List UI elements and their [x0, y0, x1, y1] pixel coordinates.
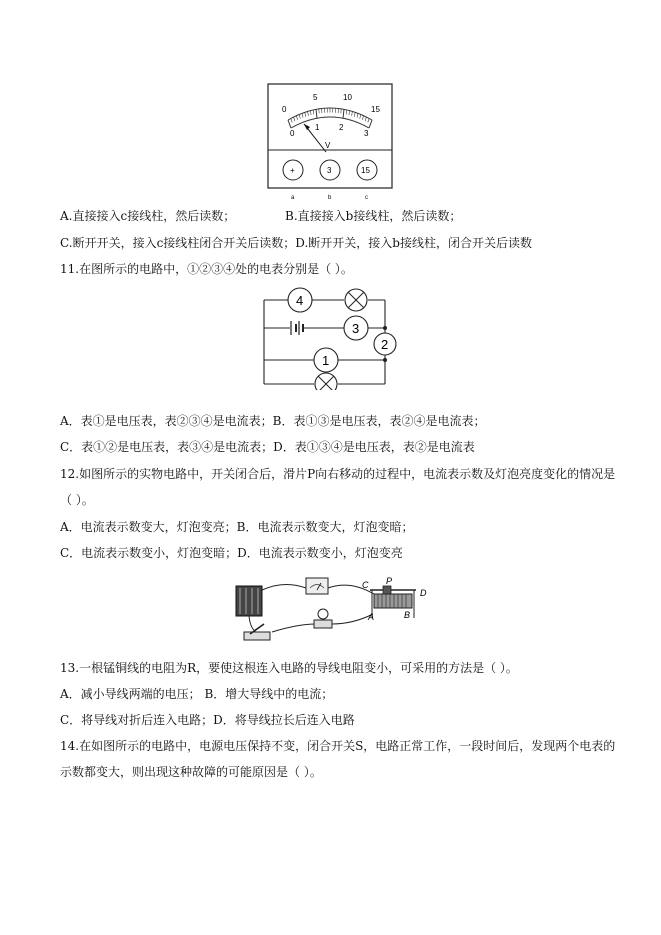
q12-option-ab: A．电流表示数变大，灯泡变亮；B．电流表示数变大，灯泡变暗； [60, 520, 414, 534]
junction-dot [383, 326, 387, 330]
q11-option-cd: C．表①②是电压表，表③④是电流表；D．表①③④是电压表，表②是电流表 [60, 440, 475, 454]
scale-tick [296, 116, 297, 120]
lamp-base [314, 620, 332, 628]
scale-tick [346, 110, 347, 114]
q10-option-a: A.直接接入c接线柱，然后读数； [60, 209, 236, 223]
scale-tick [365, 117, 366, 121]
terminal-15-label: 15 [361, 166, 370, 175]
terminal-letter-b: b [328, 195, 332, 201]
scale-top-5: 5 [313, 93, 318, 102]
label-c: C [362, 580, 369, 590]
lamp-bulb [318, 609, 328, 619]
voltmeter-figure [260, 78, 400, 206]
needle-tip [304, 124, 310, 130]
scale-tick [288, 120, 291, 128]
scale-tick [343, 109, 344, 118]
scale-tick [299, 114, 300, 118]
scale-tick [294, 117, 295, 121]
label-b: B [404, 610, 411, 620]
q11-circuit-diagram [258, 286, 404, 390]
q10-option-cd: C.断开开关，接入c接线柱闭合开关后读数；D.断开开关，接入b接线柱，闭合开关后读数 [60, 236, 532, 250]
switch-base [244, 632, 270, 640]
label-d: D [420, 588, 427, 598]
terminal-letter-a: a [291, 195, 295, 201]
meter-1-label: 1 [322, 353, 330, 368]
q13-stem: 13.一根锰铜线的电阻为R，要使这根连入电路的导线电阻变小，可采用的方法是（ ）。 [60, 661, 518, 675]
scale-tick [349, 111, 350, 115]
lamp-bottom [315, 373, 337, 390]
scale-tick [369, 120, 372, 128]
scale-tick [352, 111, 353, 115]
ammeter [306, 578, 328, 594]
q13-option-ab: A．减小导线两端的电压； B．增大导线中的电流； [60, 687, 334, 701]
q14-stem-1: 14.在如图所示的电路中，电源电压保持不变，闭合开关S，电路正常工作，一段时间后，发现两个电表的 [60, 739, 616, 753]
scale-tick [302, 113, 303, 117]
scale-tick [291, 118, 292, 122]
scale-ticks [288, 108, 372, 128]
scale-bottom-0: 0 [290, 129, 295, 138]
scale-bottom-1: 1 [315, 123, 320, 132]
meter-4-label: 4 [296, 293, 304, 308]
q11-stem: 11.在图所示的电路中，①②③④处的电表分别是（ ）。 [60, 262, 353, 276]
scale-tick [308, 111, 309, 115]
meter-3-label: 3 [352, 321, 360, 336]
terminal-letter-c: c [365, 195, 368, 201]
rheostat-slider [383, 586, 391, 594]
junction-dot-2 [383, 358, 387, 362]
q12-stem-2: （ ）。 [60, 493, 94, 507]
q11-option-ab: A．表①是电压表，表②③④是电流表；B．表①③是电压表，表②④是电流表； [60, 414, 486, 428]
scale-bottom-2: 2 [339, 123, 344, 132]
scale-arc-inner [291, 117, 369, 128]
scale-tick [360, 114, 361, 118]
unit-label: V [325, 141, 331, 150]
label-p: P [386, 576, 393, 586]
scale-tick [362, 116, 363, 120]
terminal-plus-label: + [290, 166, 295, 175]
q10-option-b: B.直接接入b接线柱，然后读数； [285, 209, 462, 223]
scale-bottom-3: 3 [364, 129, 369, 138]
scale-tick [354, 112, 355, 116]
scale-top-10: 10 [343, 93, 352, 102]
meter-2-label: 2 [381, 337, 389, 352]
q12-stem-1: 12.如图所示的实物电路中，开关闭合后，滑片P向右移动的过程中，电流表示数及灯泡亮度变化的情况是 [60, 467, 616, 481]
q14-stem-2: 示数都变大，则出现这种故障的可能原因是（ ）。 [60, 765, 322, 779]
scale-tick [357, 113, 358, 117]
scale-tick [316, 109, 317, 118]
label-a: A [368, 612, 375, 622]
scale-top-0: 0 [282, 105, 287, 114]
q12-option-cd: C．电流表示数变小，灯泡变暗；D．电流表示数变小，灯泡变亮 [60, 546, 403, 560]
q13-option-cd: C．将导线对折后连入电路；D．将导线拉长后连入电路 [60, 713, 355, 727]
scale-tick [310, 111, 311, 115]
terminal-3-label: 3 [327, 166, 332, 175]
scale-top-15: 15 [371, 105, 380, 114]
scale-tick [313, 110, 314, 114]
scale-tick [368, 118, 369, 122]
scale-tick [305, 112, 306, 116]
q12-physical-circuit [228, 574, 438, 650]
